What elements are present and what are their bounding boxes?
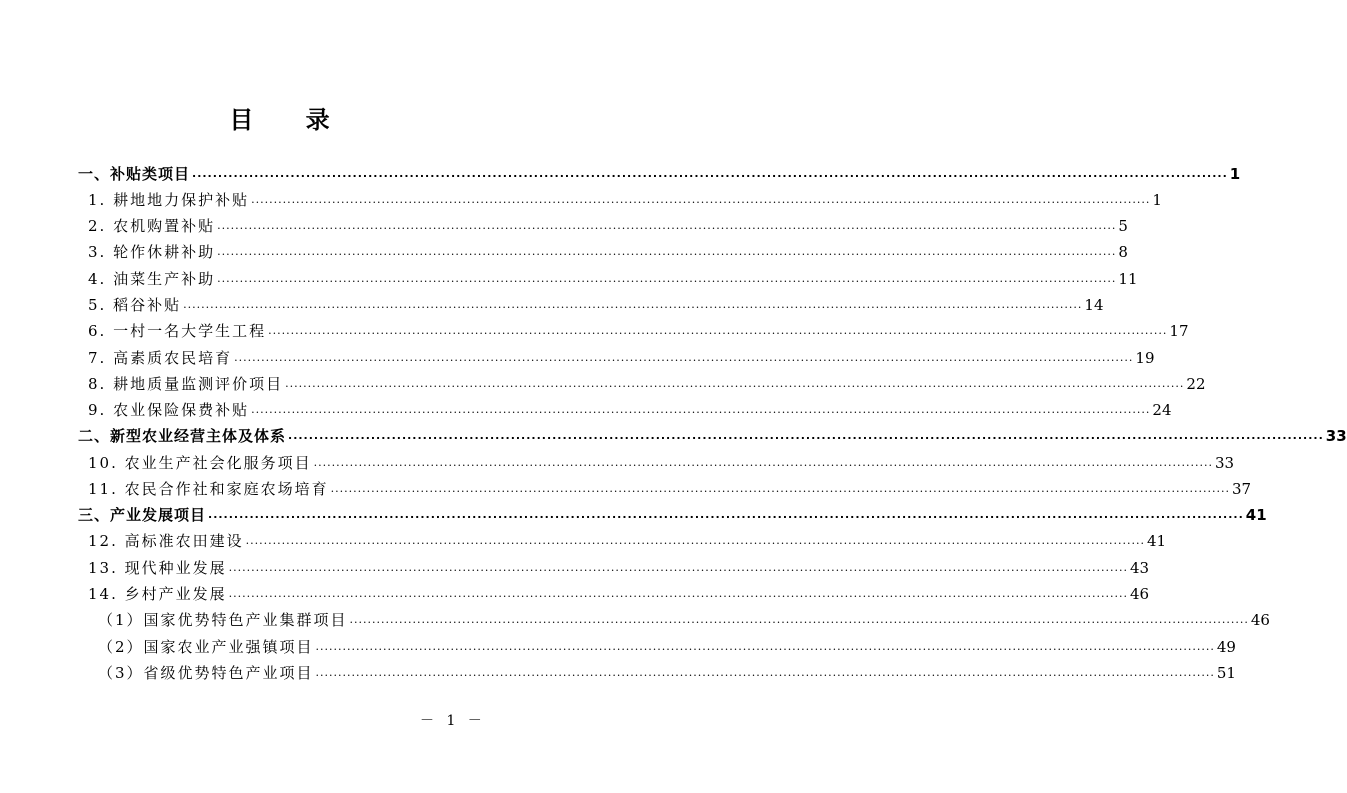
toc-item <box>88 370 1206 394</box>
toc-item <box>88 396 1172 420</box>
toc-page-number: 17 <box>1169 322 1189 340</box>
toc-leader-dots: ........................................................................................................................................................................................................ <box>228 587 1128 600</box>
toc-item <box>88 265 1138 289</box>
toc-section <box>78 160 1241 184</box>
toc-page-number: 14 <box>1084 296 1104 314</box>
page-title: 目 录 <box>229 106 352 134</box>
toc-item <box>88 449 1235 473</box>
toc-page-number: 49 <box>1216 638 1236 656</box>
toc-page-number: 1 <box>1229 165 1241 183</box>
toc-item <box>88 212 1128 236</box>
toc-leader-dots: ........................................................................................................................................................................................................ <box>217 272 1117 285</box>
toc-label: （3）省级优势特色产业项目 <box>98 664 314 682</box>
toc-leader-dots: ........................................................................................................................................................................................................ <box>315 640 1215 653</box>
toc-page-number: 1 <box>1152 191 1162 209</box>
toc-section <box>78 501 1267 525</box>
toc-page-number: 37 <box>1231 480 1252 498</box>
toc-leader-dots: ........................................................................................................................................................................................................ <box>245 534 1145 547</box>
toc-section <box>78 422 1347 446</box>
toc-label: 3. 轮作休耕补助 <box>88 243 216 261</box>
toc-subitem <box>98 659 1236 683</box>
toc-leader-dots: ........................................................................................................................................................................................................ <box>192 167 1228 180</box>
toc-page-number: 43 <box>1129 559 1150 577</box>
toc-page-number: 46 <box>1129 585 1150 603</box>
toc-page-number: 41 <box>1245 506 1267 524</box>
toc-leader-dots: ........................................................................................................................................................................................................ <box>234 351 1134 364</box>
toc-item <box>88 580 1150 604</box>
toc-leader-dots: ........................................................................................................................................................................................................ <box>315 666 1215 679</box>
toc-label: 12. 高标准农田建设 <box>88 532 244 550</box>
toc-item <box>88 186 1162 210</box>
toc-page-number: 51 <box>1216 664 1236 682</box>
toc-leader-dots: ........................................................................................................................................................................................................ <box>183 298 1083 311</box>
toc-label: 8. 耕地质量监测评价项目 <box>88 375 284 393</box>
toc-item <box>88 238 1128 262</box>
toc-label: （2）国家农业产业强镇项目 <box>98 638 314 656</box>
toc-label: 5. 稻谷补贴 <box>88 296 182 314</box>
page-number: － 1 － <box>420 713 486 729</box>
toc-leader-dots: ........................................................................................................................................................................................................ <box>288 429 1324 442</box>
toc-subitem <box>98 606 1270 630</box>
toc-label: 14. 乡村产业发展 <box>88 585 227 603</box>
toc-label: （1）国家优势特色产业集群项目 <box>98 611 348 629</box>
toc-label: 二、新型农业经营主体及体系 <box>78 427 287 445</box>
toc-label: 三、产业发展项目 <box>78 506 207 524</box>
toc-page-number: 8 <box>1118 243 1128 261</box>
toc-page-number: 5 <box>1118 217 1128 235</box>
toc-item <box>88 475 1252 499</box>
toc-leader-dots: ........................................................................................................................................................................................................ <box>330 482 1230 495</box>
toc-label: 10. 农业生产社会化服务项目 <box>88 454 312 472</box>
toc-page-number: 11 <box>1118 270 1138 288</box>
toc-label: 1. 耕地地力保护补贴 <box>88 191 250 209</box>
toc-label: 13. 现代种业发展 <box>88 559 227 577</box>
toc-label: 6. 一村一名大学生工程 <box>88 322 267 340</box>
toc-page-number: 46 <box>1250 611 1270 629</box>
toc-leader-dots: ........................................................................................................................................................................................................ <box>217 245 1117 258</box>
toc-page-number: 22 <box>1186 375 1206 393</box>
toc-leader-dots: ........................................................................................................................................................................................................ <box>251 403 1151 416</box>
toc-leader-dots: ........................................................................................................................................................................................................ <box>217 219 1117 232</box>
toc-label: 一、补贴类项目 <box>78 165 191 183</box>
toc-label: 9. 农业保险保费补贴 <box>88 401 250 419</box>
toc-leader-dots: ........................................................................................................................................................................................................ <box>268 324 1168 337</box>
toc-item <box>88 317 1189 341</box>
toc-leader-dots: ........................................................................................................................................................................................................ <box>251 193 1151 206</box>
toc-page-number: 33 <box>1325 427 1347 445</box>
toc-item <box>88 554 1150 578</box>
toc-leader-dots: ........................................................................................................................................................................................................ <box>349 613 1249 626</box>
toc-page-number: 19 <box>1135 349 1155 367</box>
toc-page-number: 41 <box>1146 532 1167 550</box>
toc-subitem <box>98 633 1236 657</box>
toc-item <box>88 291 1104 315</box>
toc-label: 11. 农民合作社和家庭农场培育 <box>88 480 329 498</box>
toc-page-number: 24 <box>1152 401 1172 419</box>
toc-page-number: 33 <box>1214 454 1235 472</box>
toc-label: 4. 油菜生产补助 <box>88 270 216 288</box>
toc-label: 7. 高素质农民培育 <box>88 349 233 367</box>
toc-label: 2. 农机购置补贴 <box>88 217 216 235</box>
toc-item <box>88 527 1167 551</box>
toc-item <box>88 344 1155 368</box>
toc-leader-dots: ........................................................................................................................................................................................................ <box>208 508 1244 521</box>
toc-leader-dots: ........................................................................................................................................................................................................ <box>313 456 1213 469</box>
toc-leader-dots: ........................................................................................................................................................................................................ <box>228 561 1128 574</box>
toc-leader-dots: ........................................................................................................................................................................................................ <box>285 377 1185 390</box>
